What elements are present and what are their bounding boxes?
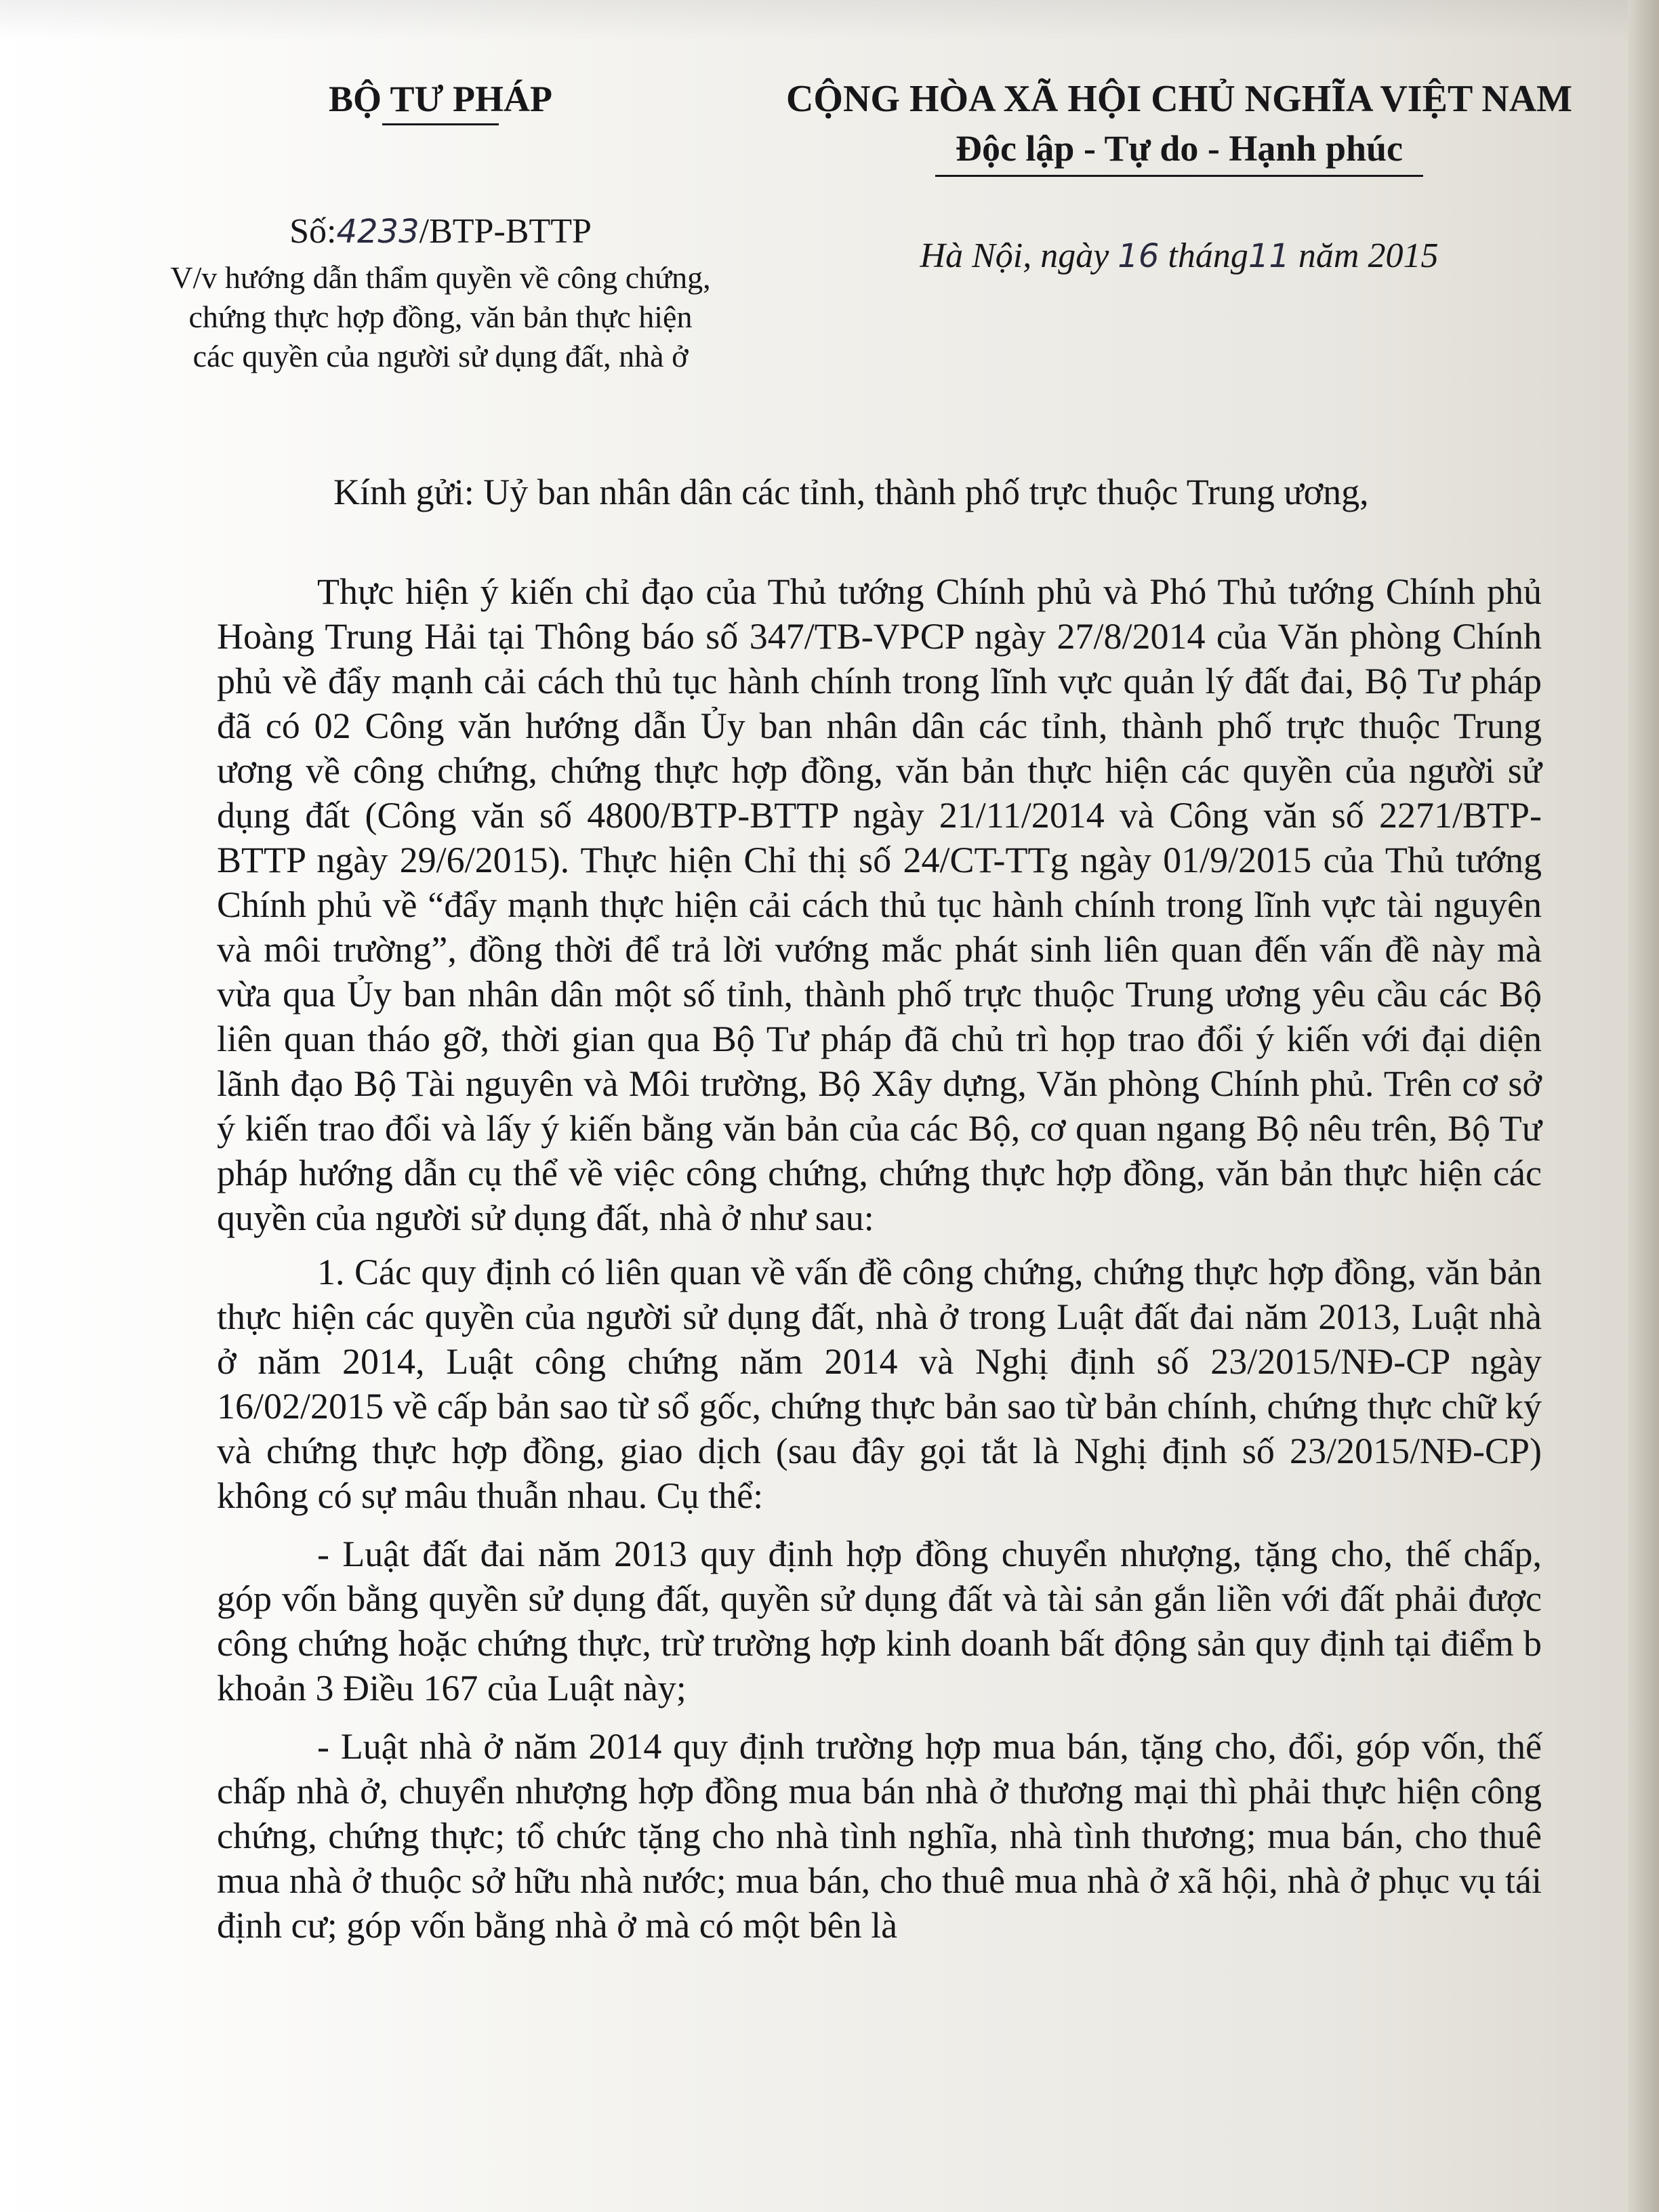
- document-number-handwritten: 4233: [336, 213, 419, 251]
- document-number-suffix: /BTP-BTTP: [419, 212, 592, 251]
- body-paragraph: - Luật nhà ở năm 2014 quy định trường hợp mua bán, tặng cho, đổi, góp vốn, thế chấp nhà ở, chuyển nhượng hợp đồng mua bán nhà ở thương mại thì phải thực hiện công chứng, chứng thực; tổ chức tặng cho nhà tình nghĩa, nhà tình thương; mua bán, cho thuê mua nhà ở thuộc sở hữu nhà nước; mua bán, cho thuê mua nhà ở xã hội, nhà ở phục vụ tái định cư; góp vốn bằng nhà ở mà có một bên là: [217, 1726, 1542, 1946]
- issuing-agency-block: [102, 75, 779, 376]
- subject-line: chứng thực hợp đồng, văn bản thực hiện: [188, 300, 693, 334]
- subject-line: các quyền của người sử dụng đất, nhà ở: [192, 339, 689, 373]
- national-motto: Độc lập - Tự do - Hạnh phúc: [955, 128, 1404, 169]
- motto-underline: [935, 175, 1423, 177]
- body-paragraph: - Luật đất đai năm 2013 quy định hợp đồng chuyển nhượng, tặng cho, thế chấp, góp vốn bằng quyền sử dụng đất, quyền sử dụng đất và tài sản gắn liền với đất phải được công chứng hoặc chứng thực, trừ trường hợp kinh doanh bất động sản quy định tại điểm b khoản 3 Điều 167 của Luật này;: [217, 1534, 1542, 1708]
- subject-block: [102, 258, 779, 376]
- document-number: [102, 208, 779, 255]
- date-year: năm 2015: [1298, 237, 1439, 275]
- place-and-date: [773, 232, 1586, 280]
- body-paragraph: 1. Các quy định có liên quan về vấn đề công chứng, chứng thực hợp đồng, văn bản thực hiện các quyền của người sử dụng đất, nhà ở trong Luật đất đai năm 2013, Luật nhà ở năm 2014, Luật công chứng năm 2014 và Nghị định số 23/2015/NĐ-CP ngày 16/02/2015 về cấp bản sao từ sổ gốc, chứng thực bản sao từ bản chính, chứng thực chữ ký và chứng thực hợp đồng, giao dịch (sau đây gọi tắt là Nghị định số 23/2015/NĐ-CP) không có sự mâu thuẫn nhau. Cụ thể:: [217, 1252, 1542, 1516]
- body-paragraph: Thực hiện ý kiến chỉ đạo của Thủ tướng Chính phủ và Phó Thủ tướng Chính phủ Hoàng Trung Hải tại Thông báo số 347/TB-VPCP ngày 27/8/2014 của Văn phòng Chính phủ về đẩy mạnh cải cách thủ tục hành chính trong lĩnh vực quản lý đất đai, Bộ Tư pháp đã có 02 Công văn hướng dẫn Ủy ban nhân dân các tỉnh, thành phố trực thuộc Trung ương về công chứng, chứng thực hợp đồng, văn bản thực hiện các quyền của người sử dụng đất (Công văn số 4800/BTP-BTTP ngày 21/11/2014 và Công văn số 2271/BTP-BTTP ngày 29/6/2015). Thực hiện Chỉ thị số 24/CT-TTg ngày 01/9/2015 của Thủ tướng Chính phủ về “đẩy mạnh thực hiện cải cách thủ tục hành chính trong lĩnh vực tài nguyên và môi trường”, đồng thời để trả lời vướng mắc phát sinh liên quan đến vấn đề này mà vừa qua Ủy ban nhân dân một số tỉnh, thành phố trực thuộc Trung ương yêu cầu các Bộ liên quan tháo gỡ, thời gian qua Bộ Tư pháp đã chủ trì họp trao đổi ý kiến với đại diện lãnh đạo Bộ Tài nguyên và Môi trường, Bộ Xây dựng, Văn phòng Chính phủ. Trên cơ sở ý kiến trao đổi và lấy ý kiến bằng văn bản của các Bộ, cơ quan ngang Bộ nêu trên, Bộ Tư pháp hướng dẫn cụ thể về việc công chứng, chứng thực hợp đồng, văn bản thực hiện các quyền của người sử dụng đất, nhà ở như sau:: [217, 571, 1542, 1238]
- date-month: 11: [1248, 237, 1290, 275]
- national-header-block: [773, 75, 1586, 280]
- date-day: 16: [1118, 237, 1160, 275]
- date-place: Hà Nội, ngày: [920, 237, 1109, 275]
- salutation: Kính gửi: Uỷ ban nhân dân các tỉnh, thành phố trực thuộc Trung ương,: [333, 472, 1369, 512]
- nation-title: CỘNG HÒA XÃ HỘI CHỦ NGHĨA VIỆT NAM: [785, 78, 1573, 120]
- document-number-prefix: Số:: [289, 212, 337, 251]
- agency-name: BỘ TƯ PHÁP: [328, 79, 552, 119]
- agency-underline: [382, 123, 499, 125]
- date-month-label: tháng: [1168, 237, 1248, 275]
- letter-body: [217, 569, 1542, 1957]
- subject-line: V/v hướng dẫn thẩm quyền về công chứng,: [170, 260, 711, 295]
